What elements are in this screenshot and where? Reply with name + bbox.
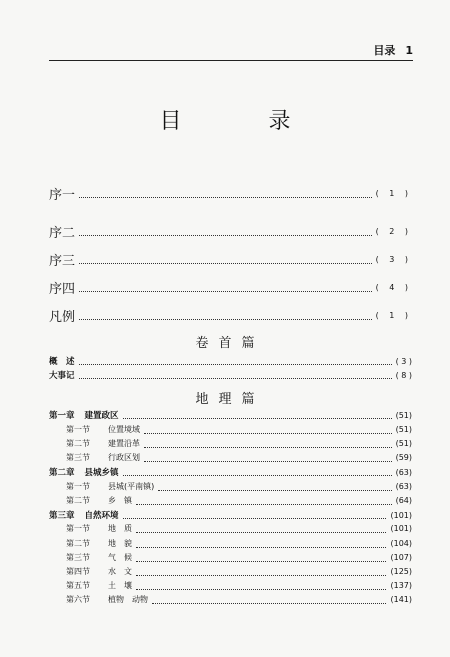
section-number: 第一节 bbox=[66, 482, 90, 491]
leader-dots bbox=[152, 602, 386, 604]
running-head-title: 目录 bbox=[373, 44, 396, 57]
toc-section bbox=[66, 452, 412, 463]
toc-entry bbox=[49, 355, 412, 367]
section-number: 第二节 bbox=[66, 439, 90, 448]
section-title: 行政区划 bbox=[108, 453, 140, 462]
header-rule bbox=[49, 60, 413, 61]
toc-entry-page: (125) bbox=[390, 567, 412, 576]
leader-dots bbox=[123, 417, 392, 419]
toc-section bbox=[66, 481, 412, 492]
toc-section bbox=[66, 495, 412, 506]
toc-entry-label: 凡例 bbox=[49, 310, 76, 325]
leader-dots bbox=[123, 517, 387, 519]
leader-dots bbox=[79, 377, 392, 379]
toc-section bbox=[66, 523, 412, 534]
toc-entry-preface-4 bbox=[49, 278, 412, 297]
toc-entry-label: 概 述 bbox=[49, 357, 75, 367]
toc-section bbox=[66, 566, 412, 577]
toc-entry-preface-2 bbox=[49, 222, 412, 241]
toc-entry-page: ( 1 ) bbox=[375, 189, 412, 198]
toc-entry-label: 序二 bbox=[49, 226, 76, 241]
leader-dots bbox=[79, 318, 372, 320]
section-title: 县城(平南镇) bbox=[108, 482, 155, 491]
toc-entry-label: 大事记 bbox=[49, 371, 75, 381]
section-number: 第一节 bbox=[66, 425, 90, 434]
section-title: 建置沿革 bbox=[108, 439, 140, 448]
toc-entry-page: (141) bbox=[390, 595, 412, 604]
section-number: 第五节 bbox=[66, 581, 90, 590]
toc-entry-label: 序四 bbox=[49, 282, 76, 297]
toc-section bbox=[66, 594, 412, 605]
leader-dots bbox=[158, 489, 391, 491]
toc-entry-page: ( 4 ) bbox=[375, 283, 412, 292]
toc-entry-page: (51) bbox=[395, 410, 412, 420]
toc-section bbox=[66, 580, 412, 591]
toc-section bbox=[66, 538, 412, 549]
section-title: 气 候 bbox=[108, 553, 132, 562]
section-number: 第二节 bbox=[66, 496, 90, 505]
section-title: 乡 镇 bbox=[108, 496, 132, 505]
section-title: 地 貌 bbox=[108, 539, 132, 548]
leader-dots bbox=[79, 290, 372, 292]
toc-entry-page: ( 8 ) bbox=[395, 370, 412, 380]
toc-entry-page: (63) bbox=[395, 482, 412, 491]
toc-chapter bbox=[49, 409, 412, 421]
section-number: 第二节 bbox=[66, 539, 90, 548]
leader-dots bbox=[136, 588, 386, 590]
toc-section bbox=[66, 424, 412, 435]
toc-entry-label: 序三 bbox=[49, 254, 76, 269]
leader-dots bbox=[123, 474, 392, 476]
toc-entry-page: ( 3 ) bbox=[375, 255, 412, 264]
toc-entry-label: 序一 bbox=[49, 188, 76, 203]
toc-entry-preface-3 bbox=[49, 250, 412, 269]
section-title: 地 质 bbox=[108, 524, 132, 533]
toc-entry-page: (51) bbox=[395, 439, 412, 448]
leader-dots bbox=[79, 234, 372, 236]
section-title: 植物 动物 bbox=[108, 595, 148, 604]
toc-section bbox=[66, 552, 412, 563]
toc-entry-page: (101) bbox=[390, 510, 412, 520]
leader-dots bbox=[136, 503, 392, 505]
leader-dots bbox=[144, 432, 392, 434]
toc-entry-page: ( 2 ) bbox=[375, 227, 412, 236]
toc-entry-page: ( 3 ) bbox=[395, 356, 412, 366]
section-title: 土 壤 bbox=[108, 581, 132, 590]
page-title: 目 录 bbox=[159, 109, 331, 134]
running-head bbox=[49, 42, 413, 58]
toc-entry-page: (107) bbox=[390, 553, 412, 562]
section-title: 水 文 bbox=[108, 567, 132, 576]
toc-chapter bbox=[49, 509, 412, 521]
leader-dots bbox=[79, 196, 372, 198]
toc-entry-preface-5 bbox=[49, 306, 412, 325]
page-number: 1 bbox=[405, 44, 413, 57]
leader-dots bbox=[144, 460, 392, 462]
toc-entry bbox=[49, 369, 412, 381]
toc-entry-page: (59) bbox=[395, 453, 412, 462]
toc-entry-preface-1 bbox=[49, 184, 412, 203]
chapter-number: 第二章 bbox=[49, 468, 75, 478]
toc-entry-page: (63) bbox=[395, 467, 412, 477]
chapter-number: 第三章 bbox=[49, 511, 75, 521]
toc-entry-page: (64) bbox=[395, 496, 412, 505]
toc-entry-page: (137) bbox=[390, 581, 412, 590]
toc-section bbox=[66, 438, 412, 449]
section-number: 第三节 bbox=[66, 453, 90, 462]
leader-dots bbox=[144, 446, 392, 448]
chapter-title: 自然环境 bbox=[84, 511, 119, 521]
toc-entry-page: (104) bbox=[390, 539, 412, 548]
toc-chapter bbox=[49, 466, 412, 478]
toc-entry-page: (51) bbox=[395, 425, 412, 434]
leader-dots bbox=[136, 574, 386, 576]
leader-dots bbox=[136, 546, 386, 548]
toc-entry-page: ( 1 ) bbox=[375, 311, 412, 320]
section-number: 第一节 bbox=[66, 524, 90, 533]
chapter-title: 县城乡镇 bbox=[84, 468, 119, 478]
leader-dots bbox=[136, 531, 386, 533]
chapter-title: 建置政区 bbox=[84, 411, 119, 421]
leader-dots bbox=[79, 262, 372, 264]
chapter-number: 第一章 bbox=[49, 411, 75, 421]
section-number: 第四节 bbox=[66, 567, 90, 576]
toc-entry-page: (101) bbox=[390, 524, 412, 533]
section-number: 第六节 bbox=[66, 595, 90, 604]
leader-dots bbox=[136, 560, 386, 562]
section-heading: 地理篇 bbox=[195, 392, 265, 407]
section-heading: 卷首篇 bbox=[195, 336, 265, 351]
section-title: 位置境域 bbox=[108, 425, 140, 434]
section-number: 第三节 bbox=[66, 553, 90, 562]
leader-dots bbox=[79, 363, 392, 365]
